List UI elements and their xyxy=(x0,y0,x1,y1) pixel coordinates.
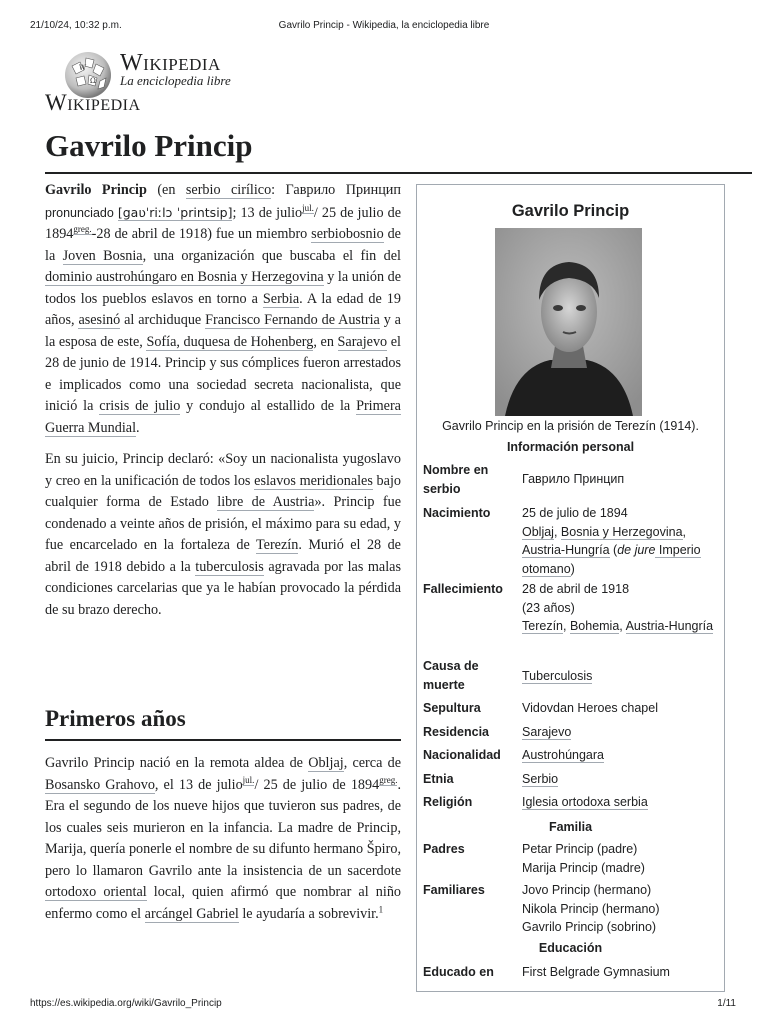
text: , xyxy=(682,524,687,539)
link-sup-jul[interactable]: jul. xyxy=(302,202,314,213)
label-nombre-serbio: Nombre en serbio xyxy=(423,463,489,496)
link-obljaj[interactable]: Obljaj xyxy=(308,755,344,771)
link-bosansko-grahovo[interactable]: Bosansko Grahovo xyxy=(45,776,155,793)
label-nacionalidad: Nacionalidad xyxy=(423,748,501,762)
link-bohemia[interactable]: Bohemia xyxy=(569,619,620,633)
text: al archiduque xyxy=(120,312,206,328)
lead-paragraph xyxy=(45,180,401,439)
link-iglesia-ortodoxa-serbia[interactable]: Iglesia ortodoxa serbia xyxy=(522,795,648,809)
link-ipa[interactable]: [gaʋˈriːlɔ ˈprintsip] xyxy=(117,204,233,220)
label-residencia: Residencia xyxy=(423,725,490,739)
familia-header: Familia xyxy=(548,820,593,834)
link-austria-hungria[interactable]: Austria-Hungría xyxy=(625,619,714,633)
text: , el 13 de julio xyxy=(154,776,243,793)
svg-text:W: W xyxy=(79,64,87,72)
early-years-paragraph xyxy=(45,753,401,925)
link-sup-greg[interactable]: greg. xyxy=(379,774,398,785)
label-nacimiento: Nacimiento xyxy=(423,506,491,520)
text: , xyxy=(553,524,561,539)
print-footer xyxy=(0,994,768,1024)
text: . Murió el 28 de abril de 1918 debido a la xyxy=(45,537,401,575)
text: le ayudaría a sobrevivir. xyxy=(238,905,379,922)
link-serbia[interactable]: Serbia xyxy=(262,290,300,307)
text: -28 de abril de 1918) fue un miembro xyxy=(91,226,312,242)
reference-link[interactable]: 1 xyxy=(378,903,384,914)
text: bajo cualquier forma de Estado xyxy=(45,472,401,510)
parent-mother: Marija Princip (madre) xyxy=(522,860,645,875)
link-sarajevo[interactable]: Sarajevo xyxy=(337,333,388,350)
link-joven-bosnia[interactable]: Joven Bosnia xyxy=(62,247,143,264)
link-terezin[interactable]: Terezín xyxy=(255,537,299,553)
personal-info-header: Información personal xyxy=(506,440,635,454)
link-primera-guerra-mundial[interactable]: Primera Guerra Mundial xyxy=(45,398,401,436)
photo-caption: Gavrilo Princip en la prisión de Terezín (1914). xyxy=(442,419,699,433)
value-nacionalidad xyxy=(522,746,722,765)
link-serbiobosnio[interactable]: serbiobosnio xyxy=(311,226,384,242)
link-dominio-austrohungaro[interactable]: dominio austrohúngaro en Bosnia y Herzegovina xyxy=(45,269,324,285)
label-educado-en: Educado en xyxy=(423,965,494,979)
link-sup-jul[interactable]: jul. xyxy=(242,774,255,785)
text: / 25 de julio de 1894 xyxy=(254,776,380,793)
death-age: (23 años) xyxy=(522,600,575,615)
parent-father: Petar Princip (padre) xyxy=(522,842,638,856)
infobox xyxy=(416,184,725,992)
wikipedia-wordmark[interactable]: Wikipedia xyxy=(120,50,221,76)
portrait-photo[interactable] xyxy=(495,228,642,416)
link-terezin[interactable]: Terezín xyxy=(522,619,563,633)
relative-3: Gavrilo Princip (sobrino) xyxy=(522,920,657,934)
link-sofia[interactable]: Sofía, duquesa de Hohenberg xyxy=(146,333,314,350)
title-divider xyxy=(45,172,752,174)
value-padres xyxy=(522,840,722,877)
link-arcangel-gabriel[interactable]: arcángel Gabriel xyxy=(144,905,239,922)
label-sepultura: Sepultura xyxy=(423,701,481,715)
value-residencia xyxy=(522,723,722,742)
label-fallecimiento: Fallecimiento xyxy=(423,582,503,596)
text: : Гаврило Принцип xyxy=(271,182,401,198)
relative-1: Jovo Princip (hermano) xyxy=(522,883,652,897)
text: . xyxy=(136,419,140,436)
link-imperio-otomano[interactable]: Imperio otomano xyxy=(522,543,701,576)
section-divider xyxy=(45,739,401,741)
text: y a la esposa de este, xyxy=(45,312,401,350)
print-header xyxy=(0,0,768,30)
label-religion: Religión xyxy=(423,795,473,809)
value-fallecimiento: 28 de abril de 1918 (23 años) Terezín, Bohemia, Austria-Hungría xyxy=(522,582,714,633)
text: , en xyxy=(313,333,338,350)
educacion-header: Educación xyxy=(538,941,603,955)
text: ». Princip fue condenado a veinte años de prisión, el máximo para su edad, y fue encarcelado en la fortaleza de xyxy=(45,494,401,553)
label-familiares: Familiares xyxy=(423,883,485,897)
text: y condujo al estallido de la xyxy=(180,398,357,414)
wikipedia-wordmark-secondary: Wikipedia xyxy=(45,90,141,115)
relative-2: Nikola Princip (hermano) xyxy=(522,901,660,916)
page-title: Gavrilo Princip xyxy=(45,128,253,163)
text: ( xyxy=(609,543,618,557)
trial-paragraph xyxy=(45,449,401,621)
label-causa-muerte: Causa de muerte xyxy=(423,659,479,692)
print-page-count: 1/11 xyxy=(717,998,736,1009)
link-serbio[interactable]: Serbio xyxy=(522,772,559,786)
value-etnia xyxy=(522,770,722,789)
link-obljaj[interactable]: Obljaj xyxy=(522,524,554,539)
link-serbio-cirilico[interactable]: serbio cirílico xyxy=(185,182,272,198)
print-page-title: Gavrilo Princip - Wikipedia, la enciclopedia libre xyxy=(278,20,490,31)
text: En su juicio, Princip declaró: «Soy un nacionalista yugoslavo y creo en la unificación de todos los xyxy=(45,451,401,489)
link-eslavos-meridionales[interactable]: eslavos meridionales xyxy=(254,472,373,489)
text: (en xyxy=(146,182,186,198)
link-crisis-de-julio[interactable]: crisis de julio xyxy=(99,398,181,414)
link-austria-hungria[interactable]: Austria-Hungría xyxy=(522,543,610,557)
text: , cerca de xyxy=(343,755,401,771)
birth-date: 25 de julio de 1894 xyxy=(522,506,628,520)
link-ortodoxo-oriental[interactable]: ortodoxo oriental xyxy=(45,884,147,900)
text: , una organización que buscaba el fin del xyxy=(142,247,401,264)
svg-text:Ω: Ω xyxy=(90,77,96,85)
text: local, quien afirmó que nombrar al niño enfermo como el xyxy=(45,884,402,922)
pronunciation-label: pronunciado xyxy=(45,205,114,220)
text: . Era el segundo de los nueve hijos que tuvieron sus padres, de los cuales seis murieron en la infancia. La madre de Princip, Marija, quería ponerle el nombre de su difunto hermano Špiro, pero lo llamaron Gavrilo ante la insistencia de un sacerdote xyxy=(45,776,401,879)
text: el 28 de junio de 1914. Princip y sus cómplices fueron arrestados e implicados como una sociedad secreta nacionalista, que inició la xyxy=(45,333,401,414)
text: agravada por las malas condiciones carcelarias que ya le habían provocado la pérdida de su brazo derecho. xyxy=(45,558,401,618)
link-libre-de-austria[interactable]: libre de Austria xyxy=(217,494,315,510)
link-tuberculosis[interactable]: tuberculosis xyxy=(195,558,264,575)
link-sarajevo[interactable]: Sarajevo xyxy=(522,725,572,739)
text: y la unión de todos los pueblos eslavos en torno a xyxy=(45,269,402,307)
lead-bold-name: Gavrilo Princip xyxy=(45,182,147,198)
death-date: 28 de abril de 1918 xyxy=(522,582,630,596)
text: ; 13 de julio xyxy=(232,204,303,221)
value-educado-en: First Belgrade Gymnasium xyxy=(522,965,670,979)
value-familiares xyxy=(522,881,722,937)
article-body xyxy=(45,180,401,621)
label-padres: Padres xyxy=(423,842,465,856)
link-sup-greg[interactable]: greg. xyxy=(73,224,92,235)
infobox-title: Gavrilo Princip xyxy=(511,202,630,220)
value-nombre-serbio: Гаврило Принцип xyxy=(522,472,625,486)
link-asesino[interactable]: asesinó xyxy=(78,312,121,328)
label-etnia: Etnia xyxy=(423,772,454,786)
link-tuberculosis[interactable]: Tuberculosis xyxy=(522,669,593,683)
print-datetime: 21/10/24, 10:32 p.m. xyxy=(30,20,122,31)
print-url: https://es.wikipedia.org/wiki/Gavrilo_Princip xyxy=(30,998,222,1009)
text: de la xyxy=(45,226,401,264)
link-bosnia-herzegovina[interactable]: Bosnia y Herzegovina xyxy=(560,524,683,539)
wikipedia-tagline: La enciclopedia libre xyxy=(120,73,231,88)
value-nacimiento xyxy=(522,504,722,578)
text: ) xyxy=(570,561,575,576)
text: / 25 de julio de 1894 xyxy=(45,204,401,242)
link-francisco-fernando[interactable]: Francisco Fernando de Austria xyxy=(205,312,380,328)
link-austrohungara[interactable]: Austrohúngara xyxy=(522,748,605,762)
text: Gavrilo Princip nació en la remota aldea de xyxy=(45,755,309,771)
section-heading-primeros-anos: Primeros años xyxy=(45,706,186,731)
value-religion xyxy=(522,793,722,812)
value-sepultura: Vidovdan Heroes chapel xyxy=(522,701,658,715)
text-de-jure: de jure xyxy=(617,543,656,557)
text: . A la edad de 19 años, xyxy=(45,290,401,328)
value-causa-muerte xyxy=(522,667,722,686)
